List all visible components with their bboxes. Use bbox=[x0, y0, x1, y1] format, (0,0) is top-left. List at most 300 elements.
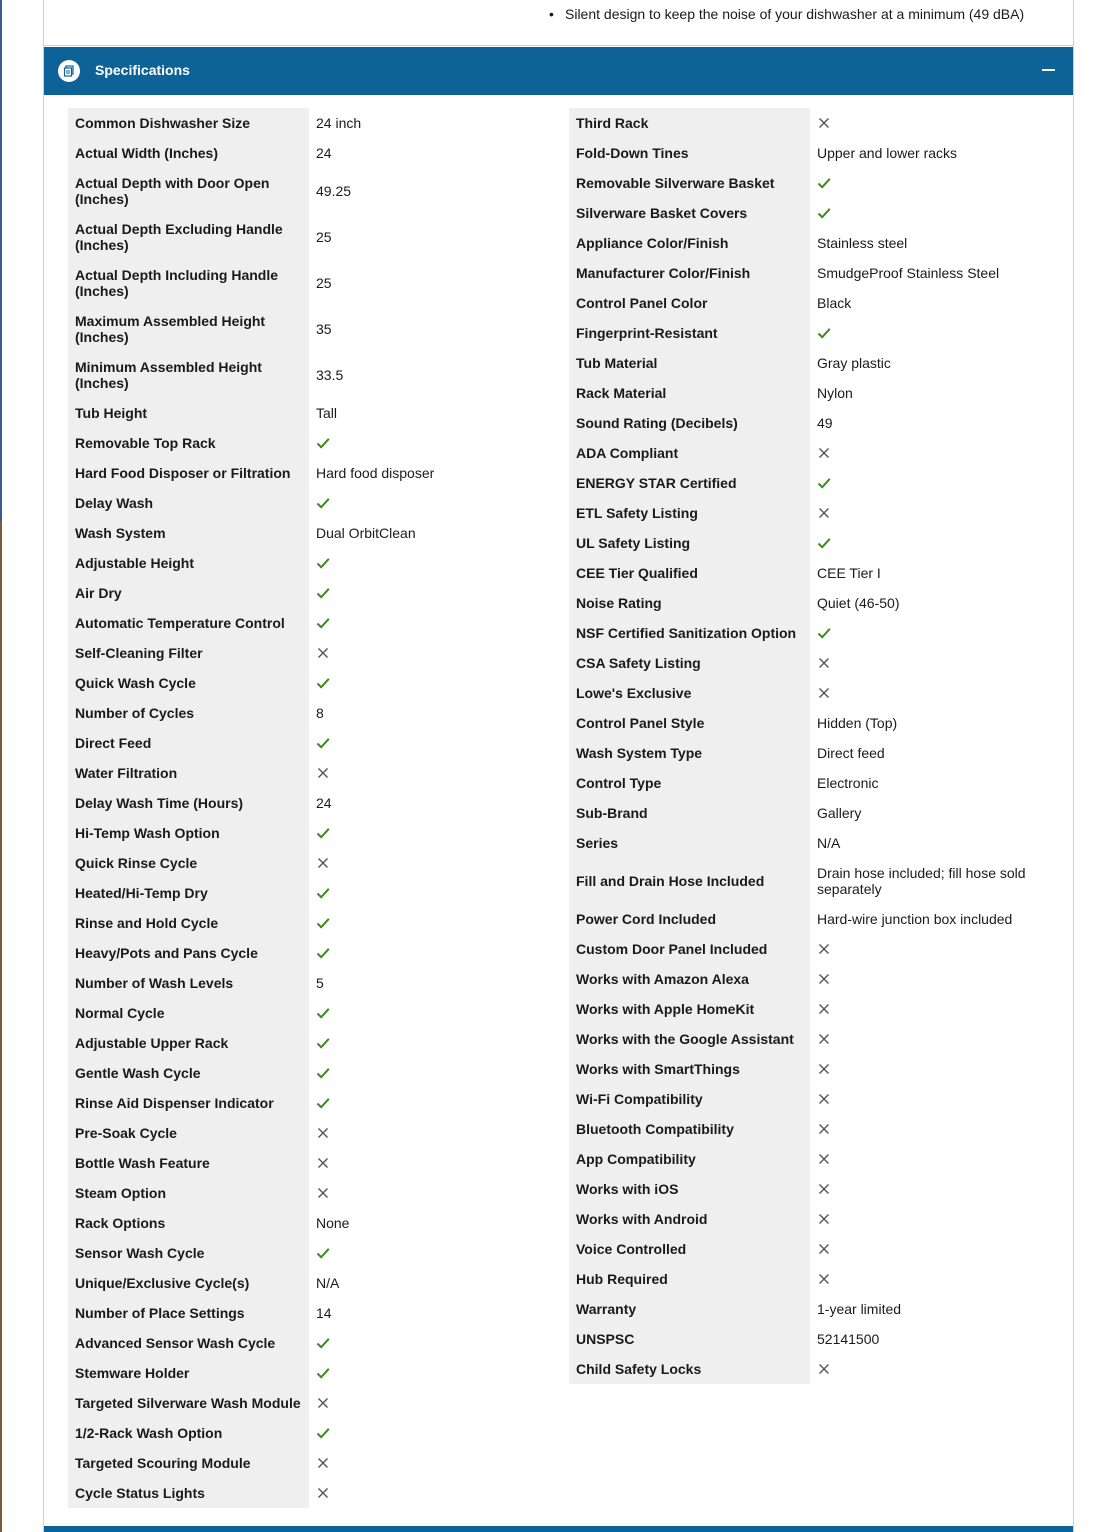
spec-label: Control Panel Color bbox=[569, 288, 810, 318]
spec-value-indicator bbox=[309, 848, 549, 878]
spec-row bbox=[68, 1088, 549, 1118]
spec-row bbox=[569, 348, 1050, 378]
spec-value: 49 bbox=[817, 415, 833, 431]
minus-icon[interactable] bbox=[1042, 69, 1055, 71]
spec-label: App Compatibility bbox=[569, 1144, 810, 1174]
spec-value-indicator bbox=[810, 168, 1050, 198]
spec-row bbox=[68, 1298, 549, 1328]
spec-row bbox=[68, 352, 549, 398]
spec-value: Gray plastic bbox=[817, 355, 891, 371]
cross-icon bbox=[817, 942, 831, 956]
spec-row bbox=[569, 1084, 1050, 1114]
spec-label: Rack Material bbox=[569, 378, 810, 408]
spec-value: N/A bbox=[817, 835, 841, 851]
spec-row bbox=[569, 258, 1050, 288]
spec-row bbox=[569, 408, 1050, 438]
spec-value: Dual OrbitClean bbox=[316, 525, 416, 541]
spec-value: Hidden (Top) bbox=[817, 715, 898, 731]
spec-value: 24 inch bbox=[316, 115, 362, 131]
checkmark-icon bbox=[316, 1366, 330, 1380]
spec-row bbox=[68, 1028, 549, 1058]
spec-value: Stainless steel bbox=[817, 235, 908, 251]
spec-value: Electronic bbox=[817, 775, 879, 791]
checkmark-icon bbox=[817, 626, 831, 640]
spec-value-indicator bbox=[309, 908, 549, 938]
spec-row bbox=[569, 1234, 1050, 1264]
spec-value-indicator bbox=[810, 1084, 1050, 1114]
cross-icon bbox=[817, 686, 831, 700]
cross-icon bbox=[817, 1242, 831, 1256]
specifications-header[interactable] bbox=[44, 47, 1073, 95]
spec-label: UNSPSC bbox=[569, 1324, 810, 1354]
spec-value-indicator bbox=[309, 1358, 549, 1388]
spec-label: Works with Apple HomeKit bbox=[569, 994, 810, 1024]
spec-row bbox=[569, 768, 1050, 798]
spec-label: Sub-Brand bbox=[569, 798, 810, 828]
feature-bullet-item: • Silent design to keep the noise of your dishwasher at a minimum (49 dBA) bbox=[565, 6, 1024, 22]
spec-label: Bottle Wash Feature bbox=[68, 1148, 309, 1178]
checkmark-icon bbox=[316, 1336, 330, 1350]
checkmark-icon bbox=[316, 676, 330, 690]
cross-icon bbox=[316, 1486, 330, 1500]
checkmark-icon bbox=[316, 616, 330, 630]
spec-value-indicator bbox=[309, 638, 549, 668]
cross-icon bbox=[817, 1032, 831, 1046]
spec-value-indicator bbox=[309, 878, 549, 908]
spec-value: 35 bbox=[316, 321, 332, 337]
spec-row bbox=[68, 488, 549, 518]
spec-value: Black bbox=[817, 295, 852, 311]
spec-label: Common Dishwasher Size bbox=[68, 108, 309, 138]
cross-icon bbox=[817, 1152, 831, 1166]
spec-row bbox=[68, 108, 549, 138]
spec-row bbox=[569, 1204, 1050, 1234]
spec-label: Heated/Hi-Temp Dry bbox=[68, 878, 309, 908]
spec-value: 24 bbox=[316, 145, 332, 161]
cross-icon bbox=[817, 972, 831, 986]
spec-row bbox=[68, 1118, 549, 1148]
spec-row bbox=[68, 668, 549, 698]
spec-row bbox=[68, 548, 549, 578]
spec-row bbox=[68, 638, 549, 668]
spec-row bbox=[68, 518, 549, 548]
spec-label: Wi-Fi Compatibility bbox=[569, 1084, 810, 1114]
spec-label: Tub Height bbox=[68, 398, 309, 428]
spec-label: Bluetooth Compatibility bbox=[569, 1114, 810, 1144]
product-details-panel bbox=[43, 0, 1074, 1532]
cross-icon bbox=[817, 1002, 831, 1016]
spec-label: Works with Android bbox=[569, 1204, 810, 1234]
spec-value: 52141500 bbox=[817, 1331, 880, 1347]
checkmark-icon bbox=[817, 326, 831, 340]
spec-label: Works with iOS bbox=[569, 1174, 810, 1204]
spec-row bbox=[569, 1294, 1050, 1324]
spec-row bbox=[68, 758, 549, 788]
checkmark-icon bbox=[817, 206, 831, 220]
spec-label: Works with the Google Assistant bbox=[569, 1024, 810, 1054]
spec-label: Quick Rinse Cycle bbox=[68, 848, 309, 878]
spec-label: Maximum Assembled Height (Inches) bbox=[68, 306, 309, 352]
checkmark-icon bbox=[316, 916, 330, 930]
spec-row bbox=[569, 198, 1050, 228]
spec-row bbox=[569, 858, 1050, 904]
spec-value: 49.25 bbox=[316, 183, 352, 199]
spec-value: Upper and lower racks bbox=[817, 145, 958, 161]
spec-label: Air Dry bbox=[68, 578, 309, 608]
checkmark-icon bbox=[316, 946, 330, 960]
spec-label: Minimum Assembled Height (Inches) bbox=[68, 352, 309, 398]
spec-row bbox=[68, 398, 549, 428]
spec-value: 5 bbox=[316, 975, 324, 991]
spec-label: Self-Cleaning Filter bbox=[68, 638, 309, 668]
spec-value-indicator bbox=[309, 578, 549, 608]
spec-label: ETL Safety Listing bbox=[569, 498, 810, 528]
cross-icon bbox=[817, 1182, 831, 1196]
spec-label: Automatic Temperature Control bbox=[68, 608, 309, 638]
checkmark-icon bbox=[316, 496, 330, 510]
spec-label: Noise Rating bbox=[569, 588, 810, 618]
spec-label: Removable Top Rack bbox=[68, 428, 309, 458]
spec-value: 24 bbox=[316, 795, 332, 811]
spec-row bbox=[68, 214, 549, 260]
spec-row bbox=[569, 228, 1050, 258]
spec-label: Pre-Soak Cycle bbox=[68, 1118, 309, 1148]
spec-row bbox=[68, 1148, 549, 1178]
spec-value-indicator bbox=[810, 994, 1050, 1024]
cross-icon bbox=[316, 646, 330, 660]
spec-label: Custom Door Panel Included bbox=[569, 934, 810, 964]
spec-value: Hard-wire junction box included bbox=[817, 911, 1013, 927]
spec-label: Hard Food Disposer or Filtration bbox=[68, 458, 309, 488]
cross-icon bbox=[817, 446, 831, 460]
spec-value-indicator bbox=[810, 648, 1050, 678]
spec-row bbox=[569, 588, 1050, 618]
spec-label: Works with Amazon Alexa bbox=[569, 964, 810, 994]
spec-row bbox=[569, 498, 1050, 528]
spec-row bbox=[68, 608, 549, 638]
spec-row bbox=[68, 818, 549, 848]
spec-row bbox=[68, 908, 549, 938]
spec-label: Targeted Silverware Wash Module bbox=[68, 1388, 309, 1418]
spec-value-indicator bbox=[309, 1118, 549, 1148]
spec-value-indicator bbox=[309, 1178, 549, 1208]
spec-label: Lowe's Exclusive bbox=[569, 678, 810, 708]
spec-row bbox=[569, 378, 1050, 408]
spec-value: 33.5 bbox=[316, 367, 344, 383]
spec-value: 25 bbox=[316, 229, 332, 245]
page-left-edge bbox=[0, 0, 2, 1532]
checkmark-icon bbox=[316, 886, 330, 900]
spec-label: Direct Feed bbox=[68, 728, 309, 758]
spec-value-indicator bbox=[309, 668, 549, 698]
spec-value-indicator bbox=[309, 938, 549, 968]
checkmark-icon bbox=[817, 176, 831, 190]
spec-value-indicator bbox=[810, 1264, 1050, 1294]
spec-label: Actual Width (Inches) bbox=[68, 138, 309, 168]
spec-value-indicator bbox=[309, 608, 549, 638]
spec-label: Removable Silverware Basket bbox=[569, 168, 810, 198]
spec-row bbox=[569, 168, 1050, 198]
checkmark-icon bbox=[316, 586, 330, 600]
spec-label: Hub Required bbox=[569, 1264, 810, 1294]
spec-label: Fold-Down Tines bbox=[569, 138, 810, 168]
spec-label: Fingerprint-Resistant bbox=[569, 318, 810, 348]
spec-value: SmudgeProof Stainless Steel bbox=[817, 265, 1000, 281]
checkmark-icon bbox=[316, 1066, 330, 1080]
spec-label: Advanced Sensor Wash Cycle bbox=[68, 1328, 309, 1358]
spec-value-indicator bbox=[810, 964, 1050, 994]
spec-row bbox=[68, 578, 549, 608]
spec-value-indicator bbox=[810, 1204, 1050, 1234]
spec-row bbox=[68, 938, 549, 968]
spec-row bbox=[569, 828, 1050, 858]
cross-icon bbox=[817, 656, 831, 670]
spec-label: Number of Cycles bbox=[68, 698, 309, 728]
spec-label: CEE Tier Qualified bbox=[569, 558, 810, 588]
spec-row bbox=[569, 1354, 1050, 1384]
spec-value-indicator bbox=[309, 428, 549, 458]
spec-label: Stemware Holder bbox=[68, 1358, 309, 1388]
spec-label: ENERGY STAR Certified bbox=[569, 468, 810, 498]
spec-value-indicator bbox=[810, 618, 1050, 648]
spec-row bbox=[68, 848, 549, 878]
checkmark-icon bbox=[316, 1036, 330, 1050]
spec-value-indicator bbox=[309, 1418, 549, 1448]
checkmark-icon bbox=[316, 1006, 330, 1020]
spec-value-indicator bbox=[309, 1388, 549, 1418]
spec-row bbox=[569, 1024, 1050, 1054]
spec-label: NSF Certified Sanitization Option bbox=[569, 618, 810, 648]
spec-row bbox=[569, 648, 1050, 678]
spec-row bbox=[68, 1418, 549, 1448]
spec-label: Power Cord Included bbox=[569, 904, 810, 934]
cross-icon bbox=[817, 506, 831, 520]
spec-label: Control Panel Style bbox=[569, 708, 810, 738]
features-section-bottom bbox=[44, 0, 1073, 46]
spec-label: Actual Depth Excluding Handle (Inches) bbox=[68, 214, 309, 260]
spec-row bbox=[569, 738, 1050, 768]
cross-icon bbox=[316, 1186, 330, 1200]
spec-row bbox=[569, 708, 1050, 738]
spec-row bbox=[68, 1178, 549, 1208]
spec-label: Third Rack bbox=[569, 108, 810, 138]
spec-value-indicator bbox=[309, 1478, 549, 1508]
spec-label: Delay Wash Time (Hours) bbox=[68, 788, 309, 818]
cross-icon bbox=[817, 1362, 831, 1376]
spec-value: Gallery bbox=[817, 805, 862, 821]
spec-value: 14 bbox=[316, 1305, 332, 1321]
spec-value: Nylon bbox=[817, 385, 853, 401]
spec-value: None bbox=[316, 1215, 350, 1231]
spec-label: Hi-Temp Wash Option bbox=[68, 818, 309, 848]
spec-label: Quick Wash Cycle bbox=[68, 668, 309, 698]
spec-value-indicator bbox=[309, 1028, 549, 1058]
spec-row bbox=[68, 168, 549, 214]
spec-label: Silverware Basket Covers bbox=[569, 198, 810, 228]
spec-label: Series bbox=[569, 828, 810, 858]
spec-row bbox=[68, 968, 549, 998]
spec-value-indicator bbox=[309, 1058, 549, 1088]
cross-icon bbox=[817, 1062, 831, 1076]
spec-row bbox=[569, 528, 1050, 558]
spec-row bbox=[68, 1058, 549, 1088]
spec-label: Warranty bbox=[569, 1294, 810, 1324]
spec-row bbox=[68, 1448, 549, 1478]
spec-value: CEE Tier I bbox=[817, 565, 881, 581]
spec-value-indicator bbox=[810, 198, 1050, 228]
spec-row bbox=[68, 458, 549, 488]
spec-value-indicator bbox=[309, 818, 549, 848]
spec-label: ADA Compliant bbox=[569, 438, 810, 468]
document-icon bbox=[58, 60, 80, 82]
spec-label: Control Type bbox=[569, 768, 810, 798]
spec-value-indicator bbox=[810, 1174, 1050, 1204]
spec-label: Steam Option bbox=[68, 1178, 309, 1208]
spec-value: 1-year limited bbox=[817, 1301, 902, 1317]
spec-row bbox=[569, 318, 1050, 348]
spec-row bbox=[569, 468, 1050, 498]
spec-row bbox=[68, 306, 549, 352]
spec-label: Child Safety Locks bbox=[569, 1354, 810, 1384]
cross-icon bbox=[817, 1212, 831, 1226]
spec-label: Rack Options bbox=[68, 1208, 309, 1238]
spec-label: Water Filtration bbox=[68, 758, 309, 788]
specs-right-column bbox=[569, 108, 1050, 1384]
spec-value-indicator bbox=[810, 438, 1050, 468]
spec-value-indicator bbox=[309, 998, 549, 1028]
spec-label: Number of Place Settings bbox=[68, 1298, 309, 1328]
spec-row bbox=[68, 1358, 549, 1388]
spec-row bbox=[68, 260, 549, 306]
spec-label: Rinse and Hold Cycle bbox=[68, 908, 309, 938]
spec-row bbox=[569, 934, 1050, 964]
spec-row bbox=[569, 618, 1050, 648]
spec-label: Actual Depth with Door Open (Inches) bbox=[68, 168, 309, 214]
spec-value-indicator bbox=[309, 1448, 549, 1478]
spec-label: 1/2-Rack Wash Option bbox=[68, 1418, 309, 1448]
spec-value-indicator bbox=[309, 1328, 549, 1358]
spec-row bbox=[569, 798, 1050, 828]
spec-row bbox=[569, 438, 1050, 468]
cross-icon bbox=[316, 856, 330, 870]
cross-icon bbox=[316, 1156, 330, 1170]
spec-value-indicator bbox=[810, 1144, 1050, 1174]
spec-row bbox=[569, 288, 1050, 318]
spec-row bbox=[569, 1174, 1050, 1204]
checkmark-icon bbox=[316, 1246, 330, 1260]
next-section-header[interactable] bbox=[44, 1526, 1073, 1532]
cross-icon bbox=[316, 766, 330, 780]
spec-value-indicator bbox=[810, 678, 1050, 708]
spec-row bbox=[68, 1208, 549, 1238]
spec-value-indicator bbox=[810, 1024, 1050, 1054]
spec-label: UL Safety Listing bbox=[569, 528, 810, 558]
spec-value-indicator bbox=[309, 548, 549, 578]
checkmark-icon bbox=[316, 826, 330, 840]
spec-row bbox=[68, 998, 549, 1028]
spec-label: Adjustable Height bbox=[68, 548, 309, 578]
spec-label: Tub Material bbox=[569, 348, 810, 378]
spec-row bbox=[68, 1478, 549, 1508]
spec-row bbox=[68, 1328, 549, 1358]
spec-row bbox=[68, 728, 549, 758]
spec-row bbox=[68, 1268, 549, 1298]
spec-value-indicator bbox=[309, 1148, 549, 1178]
checkmark-icon bbox=[316, 1426, 330, 1440]
spec-value-indicator bbox=[810, 1234, 1050, 1264]
spec-value: Direct feed bbox=[817, 745, 885, 761]
spec-label: CSA Safety Listing bbox=[569, 648, 810, 678]
checkmark-icon bbox=[316, 436, 330, 450]
spec-label: Actual Depth Including Handle (Inches) bbox=[68, 260, 309, 306]
spec-value-indicator bbox=[810, 528, 1050, 558]
checkmark-icon bbox=[817, 476, 831, 490]
spec-value: 25 bbox=[316, 275, 332, 291]
cross-icon bbox=[817, 1122, 831, 1136]
spec-value-indicator bbox=[810, 934, 1050, 964]
spec-label: Heavy/Pots and Pans Cycle bbox=[68, 938, 309, 968]
spec-value-indicator bbox=[810, 318, 1050, 348]
spec-value-indicator bbox=[309, 488, 549, 518]
spec-row bbox=[68, 698, 549, 728]
spec-value-indicator bbox=[309, 758, 549, 788]
spec-label: Number of Wash Levels bbox=[68, 968, 309, 998]
spec-label: Manufacturer Color/Finish bbox=[569, 258, 810, 288]
spec-row bbox=[569, 1114, 1050, 1144]
spec-value: Tall bbox=[316, 405, 338, 421]
spec-label: Gentle Wash Cycle bbox=[68, 1058, 309, 1088]
spec-value: Quiet (46-50) bbox=[817, 595, 900, 611]
spec-label: Voice Controlled bbox=[569, 1234, 810, 1264]
spec-value: N/A bbox=[316, 1275, 340, 1291]
cross-icon bbox=[817, 1092, 831, 1106]
spec-row bbox=[68, 1388, 549, 1418]
spec-row bbox=[569, 678, 1050, 708]
cross-icon bbox=[817, 1272, 831, 1286]
spec-row bbox=[569, 1324, 1050, 1354]
spec-value-indicator bbox=[810, 1114, 1050, 1144]
cross-icon bbox=[316, 1456, 330, 1470]
spec-row bbox=[68, 788, 549, 818]
spec-row bbox=[68, 138, 549, 168]
spec-value-indicator bbox=[309, 1088, 549, 1118]
spec-value-indicator bbox=[309, 1238, 549, 1268]
spec-label: Adjustable Upper Rack bbox=[68, 1028, 309, 1058]
spec-row bbox=[68, 878, 549, 908]
spec-label: Sound Rating (Decibels) bbox=[569, 408, 810, 438]
spec-label: Unique/Exclusive Cycle(s) bbox=[68, 1268, 309, 1298]
cross-icon bbox=[817, 116, 831, 130]
spec-row bbox=[68, 1238, 549, 1268]
spec-label: Works with SmartThings bbox=[569, 1054, 810, 1084]
spec-label: Delay Wash bbox=[68, 488, 309, 518]
spec-row bbox=[569, 904, 1050, 934]
spec-row bbox=[68, 428, 549, 458]
spec-label: Rinse Aid Dispenser Indicator bbox=[68, 1088, 309, 1118]
checkmark-icon bbox=[316, 736, 330, 750]
spec-label: Normal Cycle bbox=[68, 998, 309, 1028]
spec-row bbox=[569, 1264, 1050, 1294]
spec-value: Drain hose included; fill hose sold separately bbox=[817, 865, 1026, 897]
spec-value-indicator bbox=[810, 498, 1050, 528]
specs-left-column bbox=[68, 108, 549, 1508]
spec-row bbox=[569, 138, 1050, 168]
checkmark-icon bbox=[316, 1096, 330, 1110]
spec-row bbox=[569, 1054, 1050, 1084]
spec-label: Sensor Wash Cycle bbox=[68, 1238, 309, 1268]
spec-label: Wash System bbox=[68, 518, 309, 548]
specifications-title: Specifications bbox=[95, 62, 190, 78]
